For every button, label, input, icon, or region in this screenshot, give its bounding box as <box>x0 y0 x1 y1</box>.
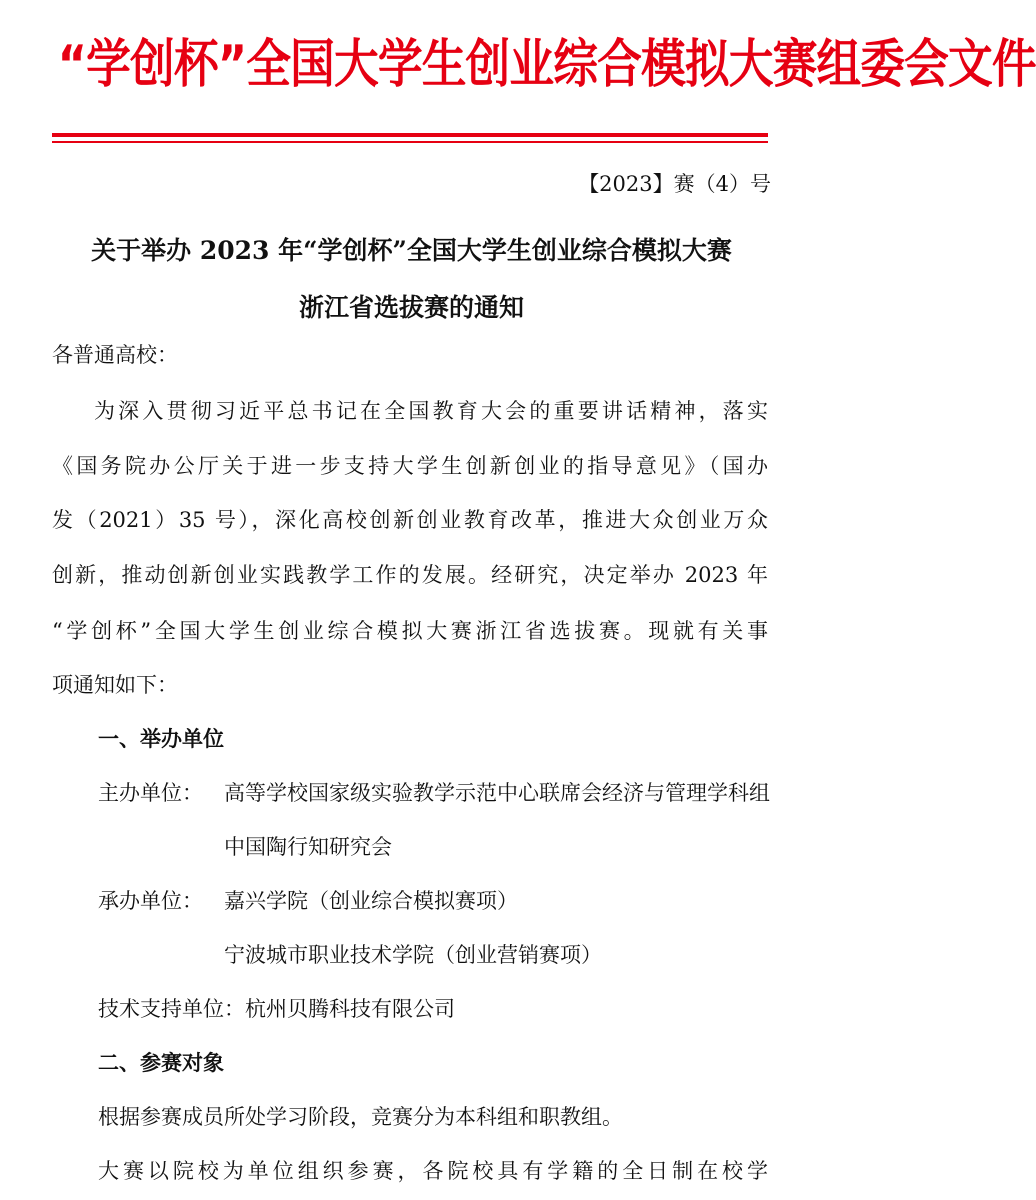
intro-line-3: 发（2021）35 号），深化高校创新创业教育改革，推进大众创业万众 <box>52 508 768 532</box>
section-heading-host-units: 一、举办单位 <box>98 727 224 751</box>
intro-line-1: 为深入贯彻习近平总书记在全国教育大会的重要讲话精神，落实 <box>94 399 768 423</box>
document-number: 【2023】赛（4）号 <box>578 172 771 196</box>
host-unit-2: 中国陶行知研究会 <box>224 835 392 859</box>
participants-paragraph-2: 大赛以院校为单位组织参赛，各院校具有学籍的全日制在校学 <box>98 1159 768 1183</box>
participants-paragraph-1: 根据参赛成员所处学习阶段，竞赛分为本科组和职教组。 <box>98 1105 623 1129</box>
organizer-label: 承办单位： <box>98 889 203 913</box>
host-label: 主办单位： <box>98 781 203 805</box>
intro-line-4: 创新，推动创新创业实践教学工作的发展。经研究，决定举办 2023 年 <box>52 563 768 587</box>
notice-title-line-2: 浙江省选拔赛的通知 <box>298 293 524 322</box>
intro-line-6: 项通知如下： <box>52 673 178 697</box>
intro-line-5: “学创杯”全国大学生创业综合模拟大赛浙江省选拔赛。现就有关事 <box>52 619 768 643</box>
masthead-title: “学创杯”全国大学生创业综合模拟大赛组委会文件 <box>57 35 1036 95</box>
masthead-red-line-thin <box>52 141 768 143</box>
notice-title-line-1: 关于举办 2023 年“学创杯”全国大学生创业综合模拟大赛 <box>91 236 732 265</box>
tech-support-unit: 技术支持单位：杭州贝腾科技有限公司 <box>98 997 455 1021</box>
salutation: 各普通高校： <box>52 343 178 367</box>
section-heading-participants: 二、参赛对象 <box>98 1051 224 1075</box>
intro-line-2: 《国务院办公厅关于进一步支持大学生创新创业的指导意见》（国办 <box>52 454 768 478</box>
masthead-red-line-thick <box>52 133 768 137</box>
host-unit-1: 高等学校国家级实验教学示范中心联席会经济与管理学科组 <box>224 781 770 805</box>
organizer-unit-1: 嘉兴学院（创业综合模拟赛项） <box>224 889 518 913</box>
organizer-unit-2: 宁波城市职业技术学院（创业营销赛项） <box>224 943 602 967</box>
